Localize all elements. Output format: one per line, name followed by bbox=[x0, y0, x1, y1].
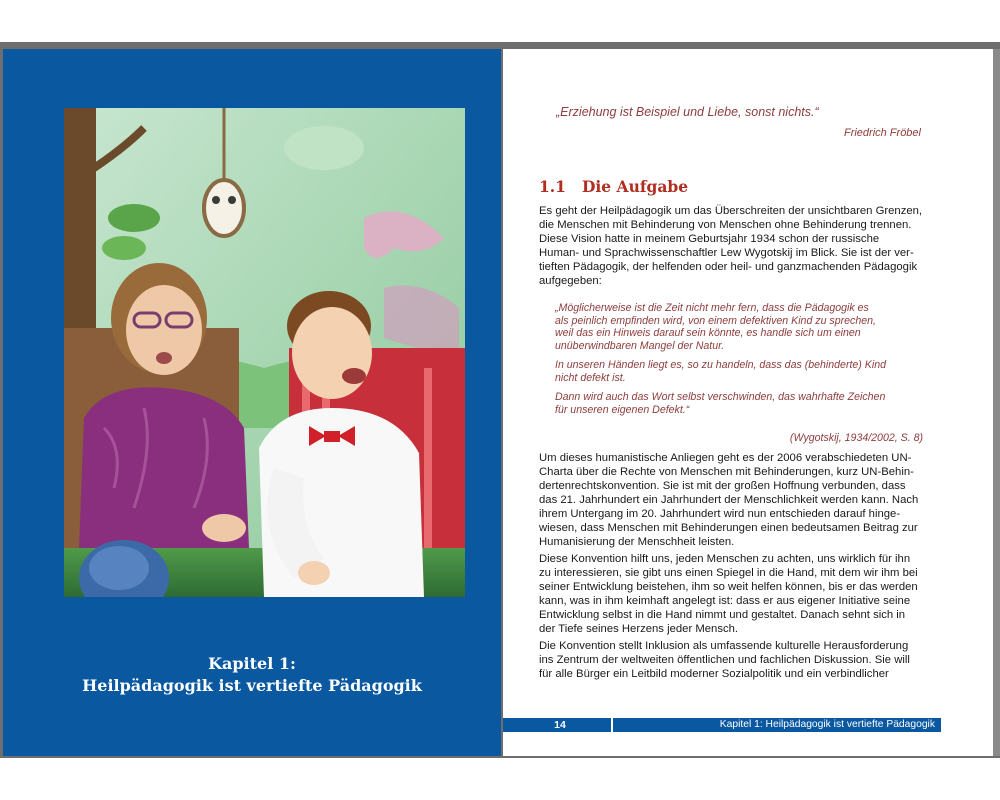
footer-divider bbox=[611, 718, 613, 732]
text-line: wiesen, dass Menschen mit Behinderungen einen bedeutsamen Beitrag zur bbox=[539, 522, 918, 534]
quote-line: weil das ein Hinweis darauf sein könnte, es handle sich um einen bbox=[555, 327, 861, 339]
quote-line: für unseren eigenen Defekt.“ bbox=[555, 403, 690, 416]
paragraph-2 bbox=[539, 451, 951, 549]
text-line: das 21. Jahrhundert ein Jahrhundert der Menschlichkeit werden kann. Nach bbox=[539, 494, 919, 506]
quote-line: „Möglicherweise ist die Zeit nicht mehr fern, dass die Pädagogik es bbox=[555, 302, 869, 314]
chapter-photo-illustration bbox=[64, 108, 465, 597]
text-line: Diese Vision hatte in meinem Geburtsjahr 1934 schon der russische bbox=[539, 233, 880, 245]
page-footer bbox=[503, 718, 941, 732]
page-number: 14 bbox=[554, 719, 566, 731]
text-line: seiner Entwicklung beistehen, ihm so weit helfen können, bis er das werden bbox=[539, 581, 918, 593]
text-line: der Tiefe seines Herzens jeder Mensch. bbox=[539, 623, 739, 635]
text-line: aufgegeben: bbox=[539, 275, 602, 287]
section-heading bbox=[539, 177, 688, 196]
running-head: Kapitel 1: Heilpädagogik ist vertiefte Pädagogik bbox=[719, 719, 935, 730]
text-line: die Menschen mit Behinderung von Menschen ohne Behinderung trennen. bbox=[539, 219, 912, 231]
quote-line: In unseren Händen liegt es, so zu handeln, dass das (behinderte) Kind bbox=[555, 359, 886, 371]
section-title: Die Aufgabe bbox=[581, 177, 689, 196]
left-page bbox=[3, 49, 501, 756]
text-line: Es geht der Heilpädagogik um das Überschreiten der unsichtbaren Grenzen, bbox=[539, 205, 923, 217]
paragraph-1 bbox=[539, 204, 951, 288]
chapter-label: Kapitel 1: bbox=[208, 654, 296, 673]
right-page bbox=[503, 49, 993, 756]
citation: (Wygotskij, 1934/2002, S. 8) bbox=[789, 432, 923, 444]
text-line: Human- und Sprachwissenschaftler Lew Wygotskij im Blick. Sie ist der ver- bbox=[539, 247, 914, 259]
text-line: zu interessieren, sie gibt uns einen Spiegel in die Hand, mit dem wir ihm bei bbox=[539, 567, 918, 579]
text-line: ins Zentrum der weltweiten öffentlichen und fachlichen Diskussion. Sie will bbox=[539, 654, 910, 666]
chapter-title bbox=[3, 653, 501, 697]
text-line: tieften Pädagogik, der helfenden oder heil- und ganzmachenden Pädagogik bbox=[539, 261, 918, 273]
quote-line: nicht defekt ist. bbox=[555, 371, 626, 384]
text-line: Um dieses humanistische Anliegen geht es der 2006 verabschiedeten UN- bbox=[539, 452, 912, 464]
quote-line: Dann wird auch das Wort selbst verschwinden, das wahrhafte Zeichen bbox=[555, 391, 886, 403]
text-line: Humanisierung der Menschheit leisten. bbox=[539, 536, 735, 548]
text-line: Die Konvention stellt Inklusion als umfassende kulturelle Herausforderung bbox=[539, 640, 909, 652]
text-line: für alle Bürger ein Leitbild moderner Sozialpolitik und ein verbindlicher bbox=[539, 668, 889, 680]
quote-spacer bbox=[555, 384, 935, 391]
paragraph-4 bbox=[539, 639, 951, 681]
quote-line: unüberwindbaren Mangel der Natur. bbox=[555, 339, 725, 352]
epigraph-author: Friedrich Fröbel bbox=[843, 127, 921, 139]
chapter-name: Heilpädagogik ist vertiefte Pädagogik bbox=[82, 676, 422, 695]
text-line: kann, was in ihm keimhaft angelegt ist: dass er aus eigener Initiative seine bbox=[539, 595, 911, 607]
quote-spacer bbox=[555, 352, 935, 359]
text-line: Entwicklung selbst in die Hand nimmt und gestaltet. Danach sehnt sich in bbox=[539, 609, 906, 621]
scrollbar[interactable] bbox=[993, 49, 1000, 756]
paragraph-3 bbox=[539, 552, 951, 636]
block-quote bbox=[555, 302, 935, 416]
text-line: dertenrechtskonvention. Sie ist mit der großen Hoffnung verbunden, dass bbox=[539, 480, 906, 492]
text-line: ihrem Untergang im 20. Jahrhundert wird nun entschieden darauf hinge- bbox=[539, 508, 901, 520]
text-line: Charta über die Rechte von Menschen mit Behinderungen, kurz UN-Behin- bbox=[539, 466, 914, 478]
chapter-photo bbox=[64, 108, 465, 597]
text-line: Diese Konvention hilft uns, jeden Menschen zu achten, uns wirklich für ihn bbox=[539, 553, 911, 565]
quote-line: als peinlich empfinden wird, von einem defektiven Kind zu sprechen, bbox=[555, 314, 876, 327]
section-number: 1.1 bbox=[539, 177, 566, 196]
epigraph-quote: „Erziehung ist Beispiel und Liebe, sonst nichts.“ bbox=[556, 105, 819, 119]
